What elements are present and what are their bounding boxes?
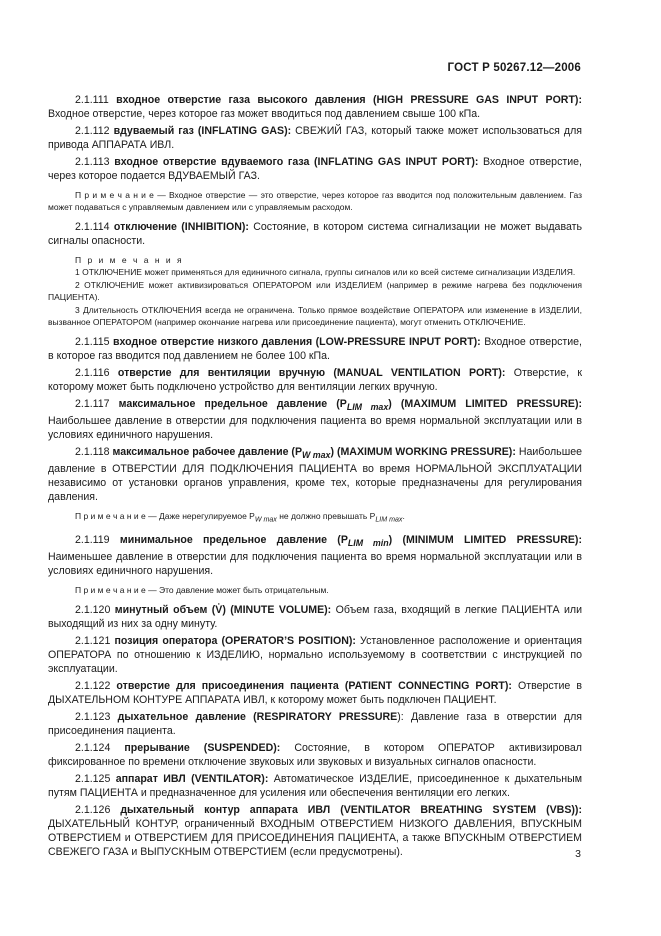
- note: [48, 189, 582, 213]
- note-label: П р и м е ч а н и е: [75, 511, 146, 522]
- note-text: не должно превышать P: [276, 511, 376, 522]
- note-item: 2 ОТКЛЮЧЕНИЕ может активизироваться ОПЕРАТОРОМ или ИЗДЕЛИЕМ (например в режиме нагрева без подключения ПАЦИЕНТА).: [48, 280, 582, 302]
- page-number: 3: [575, 848, 581, 860]
- term-subscript: LIM min: [347, 538, 389, 549]
- note-label: П р и м е ч а н и е: [75, 190, 154, 200]
- clause-number: 2.1.120: [75, 604, 111, 617]
- term-closing: ):: [397, 711, 404, 724]
- term: дыхательный контур аппарата ИВЛ (VENTILATOR BREATHING SYSTEM (VBS)):: [120, 804, 582, 817]
- definition-text: Входное отверстие, через которое подается ВДУВАЕМЫЙ ГАЗ.: [48, 156, 582, 182]
- note-subscript: W max: [254, 515, 277, 524]
- note-text: — Входное отверстие — это отверстие, через которое газ вводится под положительным давлением. Газ может подаваться с управляемым давлением или с управляемым расходом.: [48, 190, 582, 212]
- term: входное отверстие вдуваемого газа (INFLATING GAS INPUT PORT):: [114, 156, 479, 168]
- definition-text: Входное отверстие, через которое газ может вводиться под давлением свыше 100 кПа.: [48, 108, 481, 120]
- clause-number: 2.1.122: [75, 680, 111, 693]
- clause-number: 2.1.118: [75, 446, 110, 459]
- definition-text: Давление газа в отверстии для присоединения пациента.: [48, 711, 582, 738]
- clause-number: 2.1.124: [75, 742, 111, 755]
- clause-number: 2.1.117: [75, 398, 110, 410]
- term-part: ) (MINIMUM LIMITED PRESSURE):: [388, 533, 582, 546]
- term: входное отверстие газа высокого давления (HIGH PRESSURE GAS INPUT PORT):: [116, 94, 582, 106]
- note-item: 3 Длительность ОТКЛЮЧЕНИЯ всегда не ограничена. Только прямое воздействие ОПЕРАТОРА или изменение в ИЗДЕЛИИ, вызванное ОПЕРАТОРОМ (например окончание нагрева или присоединение пациента), могут отменить ОТКЛЮЧЕНИЕ.: [48, 305, 582, 327]
- term: аппарат ИВЛ (VENTILATOR):: [115, 773, 269, 786]
- definition-2-1-113: [48, 155, 582, 183]
- note: [48, 510, 582, 526]
- clause-number: 2.1.112: [75, 125, 110, 137]
- note-item: 1 ОТКЛЮЧЕНИЕ может применяться для единичного сигнала, группы сигналов или ко всей системе сигнализации ИЗДЕЛИЯ.: [75, 267, 576, 277]
- term: [112, 446, 516, 461]
- term: минутный объем (V̇) (MINUTE VOLUME):: [114, 604, 332, 617]
- definition-text: ДЫХАТЕЛЬНЫЙ КОНТУР, ограниченный ВХОДНЫМ ОТВЕРСТИЕМ НИЗКОГО ДАВЛЕНИЯ, ВПУСКНЫМ ОТВЕРСТИЕМ и ОТВЕРСТИЕМ ДЛЯ ПРИСОЕДИНЕНИЯ ПАЦИЕНТА, а также ВПУСКНЫМ ОТВЕРСТИЕМ СВЕЖЕГО ГАЗА и ВЫПУСКНЫМ ОТВЕРСТИЕМ (если предусмотрены).: [48, 818, 582, 859]
- definition-2-1-121: [48, 634, 582, 676]
- note-subscript: LIM max: [375, 515, 403, 524]
- clause-number: 2.1.121: [75, 635, 111, 648]
- term: отверстие для присоединения пациента (PATIENT CONNECTING PORT):: [116, 680, 512, 693]
- term-part: ) (MAXIMUM WORKING PRESSURE):: [330, 446, 516, 459]
- term-part: ) (MAXIMUM LIMITED PRESSURE):: [388, 398, 582, 410]
- document-header: ГОСТ Р 50267.12—2006: [447, 62, 581, 74]
- notes-block: [48, 254, 582, 328]
- clause-number: 2.1.113: [75, 156, 110, 168]
- term-part: максимальное предельное давление (P: [118, 398, 347, 410]
- definition-text: Установленное расположение и ориентация ОПЕРАТОРА по отношению к ИЗДЕЛИЮ, нормально используемому в соответствии с инструкцией по эксплуатации.: [48, 635, 582, 676]
- clause-number: 2.1.111: [75, 94, 109, 106]
- note-text: — Это давление может быть отрицательным.: [145, 585, 329, 596]
- term: вдуваемый газ (INFLATING GAS):: [113, 125, 292, 137]
- clause-number: 2.1.119: [75, 533, 110, 546]
- term: позиция оператора (OPERATOR’S POSITION):: [114, 635, 356, 648]
- clause-number: 2.1.126: [75, 804, 111, 817]
- definition-text: СВЕЖИЙ ГАЗ, который также может использоваться для привода АППАРАТА ИВЛ.: [48, 125, 582, 151]
- note-text: — Даже нерегулируемое P: [145, 511, 255, 522]
- clause-number: 2.1.115: [75, 336, 110, 348]
- term: отверстие для вентиляции вручную (MANUAL VENTILATION PORT):: [117, 367, 506, 379]
- definition-2-1-119: [48, 533, 582, 578]
- note: [48, 584, 582, 596]
- term: входное отверстие низкого давления (LOW-PRESSURE INPUT PORT):: [113, 336, 481, 348]
- definition-text: Отверстие, к которому может быть подключено устройство для вентиляции легких вручную.: [48, 367, 582, 393]
- clause-number: 2.1.123: [75, 711, 111, 724]
- definition-text: Автоматическое ИЗДЕЛИЕ, присоединенное к дыхательным путям ПАЦИЕНТА и предназначенное для усиления или обеспечения вентиляции его легких.: [48, 773, 582, 800]
- definition-text: Состояние, в котором ОПЕРАТОР активизировал фиксированное по времени отключение звуковых или звуковых и визуальных сигналов опасности.: [48, 742, 582, 769]
- term-subscript: W max: [302, 450, 331, 461]
- definition-text: Отверстие в ДЫХАТЕЛЬНОМ КОНТУРЕ АППАРАТА ИВЛ, к которому может быть подключен ПАЦИЕНТ.: [48, 680, 583, 707]
- term-part: максимальное рабочее давление (P: [112, 446, 303, 459]
- definition-2-1-114: [48, 220, 582, 248]
- definition-2-1-111: [48, 93, 582, 121]
- definition-2-1-122: [48, 679, 582, 707]
- clause-number: 2.1.125: [75, 773, 111, 786]
- definition-2-1-124: [48, 741, 582, 769]
- document-body: [48, 93, 582, 862]
- note-text: .: [402, 511, 405, 522]
- term-subscript: LIM max: [346, 402, 389, 413]
- definition-2-1-115: [48, 335, 582, 363]
- definition-2-1-117: [48, 397, 582, 442]
- definition-text: Входное отверстие, в которое газ вводится под давлением не более 100 кПа.: [48, 336, 582, 362]
- definition-2-1-125: [48, 772, 582, 800]
- term: [118, 398, 582, 413]
- definition-text: Объем газа, входящий в легкие ПАЦИЕНТА или выходящий из них за одну минуту.: [48, 604, 582, 631]
- term: отключение (INHIBITION):: [113, 221, 249, 233]
- definition-text: Наибольшее давление в ОТВЕРСТИИ ДЛЯ ПОДКЛЮЧЕНИЯ ПАЦИЕНТА во время НОРМАЛЬНОЙ ЭКСПЛУАТАЦИИ независимо от установки органов управления, кроме тех, которые предназначены для регулирования давления.: [48, 446, 582, 504]
- definition-2-1-120: [48, 603, 582, 631]
- definition-2-1-123: [48, 710, 582, 738]
- term: [119, 533, 582, 549]
- definition-text: Наименьшее давление в отверстии для подключения пациента во время нормальной эксплуатации или в условиях единичного нарушения.: [48, 551, 582, 578]
- clause-number: 2.1.116: [75, 367, 110, 379]
- note-label: П р и м е ч а н и е: [75, 585, 146, 596]
- clause-number: 2.1.114: [75, 221, 110, 233]
- term-part: минимальное предельное давление (P: [119, 533, 348, 546]
- definition-2-1-118: [48, 445, 582, 504]
- term: дыхательное давление (RESPIRATORY PRESSURE: [117, 711, 398, 724]
- term: прерывание (SUSPENDED):: [124, 742, 281, 755]
- definition-text: Состояние, в котором система сигнализации не может выдавать сигналы опасности.: [48, 221, 582, 247]
- definition-2-1-112: [48, 124, 582, 152]
- definition-text: Наибольшее давление в отверстии для подключения пациента во время нормальной эксплуатации или в условиях единичного нарушения.: [48, 415, 582, 442]
- notes-heading: П р и м е ч а н и я: [75, 255, 184, 265]
- definition-2-1-116: [48, 366, 582, 394]
- definition-2-1-126: [48, 803, 582, 859]
